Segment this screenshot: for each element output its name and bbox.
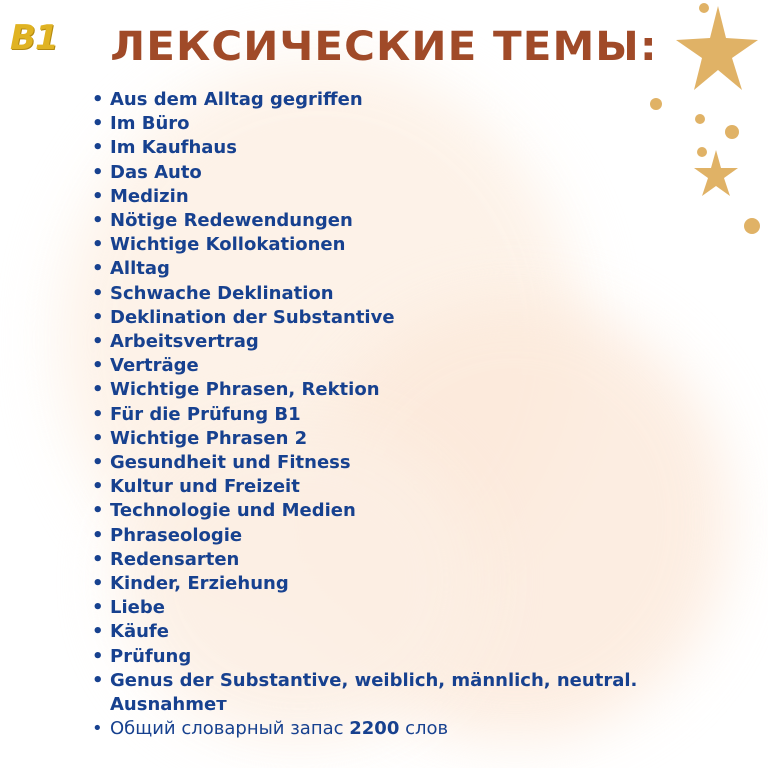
vocab-count: 2200 — [349, 718, 400, 740]
vocab-summary-item — [92, 717, 732, 741]
list-item: • Verträge — [92, 354, 732, 378]
list-item: • Im Kaufhaus — [92, 136, 732, 160]
list-item: • Im Büro — [92, 112, 732, 136]
dot-icon — [699, 3, 709, 13]
list-item: • Deklination der Substantive — [92, 306, 732, 330]
list-item: • Redensarten — [92, 548, 732, 572]
vocab-suffix: слов — [399, 718, 449, 740]
list-item: • Schwache Deklination — [92, 282, 732, 306]
list-item: • Alltag — [92, 257, 732, 281]
level-badge: B1 — [10, 18, 58, 58]
list-item: • Aus dem Alltag gegriffen — [92, 88, 732, 112]
list-item: • Wichtige Kollokationen — [92, 233, 732, 257]
list-item: • Medizin — [92, 185, 732, 209]
list-item: • Arbeitsvertrag — [92, 330, 732, 354]
list-item: • Liebe — [92, 596, 732, 620]
list-item: • Nötige Redewendungen — [92, 209, 732, 233]
list-item: • Gesundheit und Fitness — [92, 451, 732, 475]
list-item: • Das Auto — [92, 161, 732, 185]
list-item: • Wichtige Phrasen, Rektion — [92, 378, 732, 402]
dot-icon — [744, 218, 760, 234]
star-icon — [676, 6, 758, 90]
page-title: ЛЕКСИЧЕСКИЕ ТЕМЫ: — [110, 24, 658, 70]
list-item: • Prüfung — [92, 645, 732, 669]
list-item: • Phraseologie — [92, 524, 732, 548]
vocab-prefix: Общий словарный запас — [110, 718, 350, 740]
list-item: • Technologie und Medien — [92, 499, 732, 523]
list-item: • Käufe — [92, 620, 732, 644]
list-item: • Kinder, Erziehung — [92, 572, 732, 596]
list-item: • Wichtige Phrasen 2 — [92, 427, 732, 451]
list-item: • Genus der Substantive, weiblich, männlich, neutral. Ausnahmeт — [92, 669, 732, 717]
list-item: • Für die Prüfung B1 — [92, 403, 732, 427]
topics-list — [92, 88, 732, 741]
list-item: • Kultur und Freizeit — [92, 475, 732, 499]
